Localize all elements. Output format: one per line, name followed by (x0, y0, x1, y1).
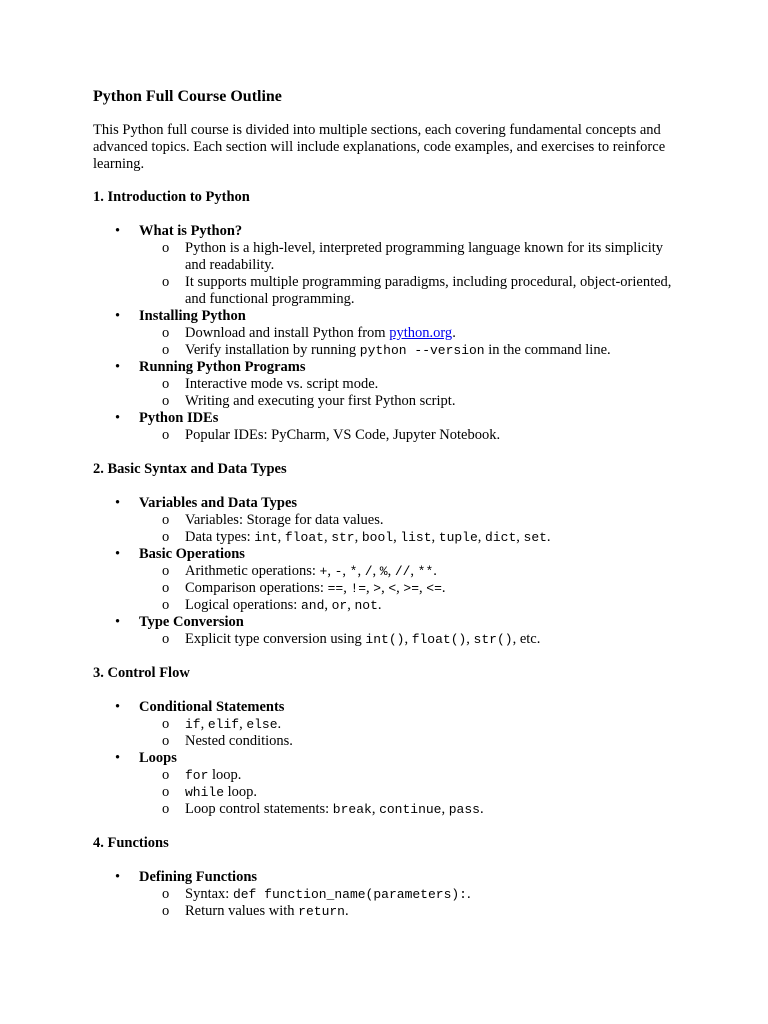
bullet-dot: • (115, 223, 121, 239)
bullet-circle: o (162, 342, 170, 358)
item-heading: Variables and Data Types (139, 495, 298, 511)
intro-paragraph: This Python full course is divided into multiple sections, each covering fundamental concepts and advanced topics. Each section will include explanations, code examples, and exercises to reinforce learning. (93, 122, 666, 172)
list-item (93, 614, 683, 648)
text-run: . (479, 801, 484, 817)
inline-code: or (331, 598, 348, 613)
bullet-circle: o (162, 903, 170, 919)
sub-item-text: Loop control statements: break, continue, pass. (185, 801, 484, 817)
document-title: Python Full Course Outline (93, 88, 282, 105)
python-org-link[interactable]: python.org (389, 325, 453, 341)
list-item (93, 495, 683, 546)
inline-code: == (327, 581, 344, 596)
bullet-circle: o (162, 784, 170, 800)
inline-code: def function_name(parameters): (232, 887, 467, 902)
inline-code: not (354, 598, 378, 613)
sub-item-text: if, elif, else. (185, 716, 282, 732)
bullet-circle: o (162, 631, 170, 647)
sub-item (139, 801, 683, 818)
item-heading: Basic Operations (139, 546, 245, 562)
text-run: Logical operations: (185, 597, 301, 613)
sub-item (139, 597, 683, 614)
sub-item (139, 631, 683, 648)
sub-item-text (185, 376, 378, 392)
section-list (93, 699, 683, 818)
list-item (93, 546, 683, 614)
sub-item-text (185, 886, 471, 902)
bullet-circle: o (162, 274, 170, 290)
list-item (93, 750, 683, 818)
list-item (93, 223, 683, 308)
text-run: Loop control statements: (185, 801, 333, 817)
sub-item (139, 342, 683, 359)
text-run: Explicit type conversion using (185, 631, 366, 647)
bullet-dot: • (115, 308, 121, 324)
bullet-circle: o (162, 529, 170, 545)
text-run: loop. (208, 767, 242, 783)
text-run: Popular IDEs: PyCharm, VS Code, Jupyter Notebook. (185, 427, 501, 443)
sub-item-text (185, 342, 611, 358)
bullet-dot: • (115, 410, 121, 426)
inline-code: return (298, 904, 345, 919)
text-run: Download and install Python from (185, 325, 390, 341)
list-item (93, 308, 683, 359)
sub-item-text (185, 274, 671, 307)
section-heading: 1. Introduction to Python (93, 189, 250, 205)
item-heading: Installing Python (139, 308, 246, 324)
sub-list (139, 563, 683, 614)
list-item (93, 359, 683, 410)
bullet-dot: • (115, 750, 121, 766)
sub-item-text (185, 240, 663, 273)
text-run: . (277, 716, 282, 732)
inline-code: int() (365, 632, 405, 647)
bullet-circle: o (162, 716, 170, 732)
inline-code: continue (379, 802, 442, 817)
bullet-dot: • (115, 546, 121, 562)
bullet-circle: o (162, 580, 170, 596)
sub-item (139, 886, 683, 903)
text-run: Python is a high-level, interpreted programming language known for its simplicity and readability. (185, 240, 664, 273)
text-run: . (433, 563, 437, 579)
inline-code: and (300, 598, 325, 613)
bullet-circle: o (162, 563, 170, 579)
sub-item (139, 767, 683, 784)
item-heading: What is Python? (139, 223, 243, 239)
sub-list (139, 716, 683, 750)
sub-item-text: Comparison operations: ==, !=, >, <, >=, <=. (185, 580, 446, 596)
sub-item-text: Explicit type conversion using int(), float(), str(), etc. (185, 631, 541, 647)
bullet-dot: • (115, 495, 121, 511)
section-list (93, 223, 683, 444)
sub-item-text (185, 903, 349, 919)
bullet-circle: o (162, 886, 170, 902)
sub-item (139, 512, 683, 529)
sub-item (139, 427, 683, 444)
inline-code: int (254, 530, 278, 545)
sub-item (139, 903, 683, 920)
text-run: Verify installation by running (185, 342, 360, 358)
text-run: Writing and executing your first Python script. (185, 393, 456, 409)
sub-item-text (185, 784, 257, 800)
text-run: . (546, 529, 551, 545)
text-run: . (441, 580, 446, 596)
sub-list (139, 767, 683, 818)
bullet-circle: o (162, 393, 170, 409)
text-run: Comparison operations: (185, 580, 328, 596)
sub-item (139, 240, 683, 274)
list-item (93, 410, 683, 444)
inline-code: break (332, 802, 372, 817)
inline-code: < (388, 581, 397, 596)
inline-code: if (185, 717, 201, 732)
section-heading: 4. Functions (93, 835, 169, 851)
bullet-circle: o (162, 801, 170, 817)
text-run: , etc. (512, 631, 541, 647)
bullet-circle: o (162, 512, 170, 528)
item-heading: Conditional Statements (139, 699, 285, 715)
sub-item-text: Logical operations: and, or, not. (185, 597, 382, 613)
text-run: . (452, 325, 456, 341)
inline-code: != (350, 581, 367, 596)
sub-item-text: Arithmetic operations: +, -, *, /, %, //, **. (185, 563, 437, 579)
sub-item-text (185, 733, 293, 749)
sub-item-text (185, 393, 455, 409)
bullet-circle: o (162, 240, 170, 256)
bullet-dot: • (115, 869, 121, 885)
sub-list (139, 886, 683, 920)
sub-list (139, 325, 683, 359)
sub-item (139, 529, 683, 546)
inline-code: str() (473, 632, 513, 647)
bullet-circle: o (162, 597, 170, 613)
inline-code: set (523, 530, 547, 545)
sub-item (139, 274, 683, 308)
item-heading: Running Python Programs (139, 359, 306, 375)
bullet-dot: • (115, 359, 121, 375)
inline-code: + (319, 564, 328, 579)
text-run: Nested conditions. (185, 733, 293, 749)
inline-code: <= (426, 581, 442, 596)
section-heading: 2. Basic Syntax and Data Types (93, 461, 287, 477)
inline-code: list (400, 530, 432, 545)
inline-code: float() (411, 632, 467, 647)
item-heading: Type Conversion (139, 614, 244, 630)
inline-code: / (364, 564, 373, 579)
sub-list (139, 376, 683, 410)
inline-code: python --version (359, 343, 485, 358)
inline-code: dict (485, 530, 517, 545)
sub-item (139, 580, 683, 597)
bullet-circle: o (162, 427, 170, 443)
inline-code: // (394, 564, 411, 579)
text-run: loop. (224, 784, 258, 800)
inline-code: - (334, 564, 343, 579)
inline-code: while (185, 785, 225, 800)
bullet-circle: o (162, 733, 170, 749)
text-run: Return values with (185, 903, 299, 919)
inline-code: for (185, 768, 209, 783)
text-run: Data types: (185, 529, 255, 545)
sub-item-text (185, 325, 456, 341)
bullet-dot: • (115, 699, 121, 715)
inline-code: >= (403, 581, 420, 596)
text-run: Interactive mode vs. script mode. (185, 376, 379, 392)
sub-item-text: Data types: int, float, str, bool, list, tuple, dict, set. (185, 529, 551, 545)
item-heading: Loops (139, 750, 177, 766)
section-list (93, 495, 683, 648)
sub-list (139, 512, 683, 546)
sections-container (93, 189, 683, 920)
item-heading: Python IDEs (139, 410, 219, 426)
inline-code: bool (361, 530, 394, 545)
bullet-dot: • (115, 614, 121, 630)
text-run: . (466, 886, 471, 902)
bullet-circle: o (162, 767, 170, 783)
sub-list (139, 427, 683, 444)
sub-item-text (185, 427, 500, 443)
text-run: . (377, 597, 382, 613)
sub-item (139, 733, 683, 750)
text-run: in the command line. (484, 342, 611, 358)
inline-code: pass (448, 802, 480, 817)
inline-code: float (284, 530, 324, 545)
section-heading: 3. Control Flow (93, 665, 190, 681)
inline-code: elif (207, 717, 240, 732)
sub-item (139, 784, 683, 801)
section-list (93, 869, 683, 920)
text-run: It supports multiple programming paradigms, including procedural, object-oriented, and functional programming. (185, 274, 672, 307)
text-run: Arithmetic operations: (185, 563, 320, 579)
text-run: . (344, 903, 349, 919)
sub-item (139, 376, 683, 393)
bullet-circle: o (162, 325, 170, 341)
inline-code: tuple (438, 530, 478, 545)
sub-item (139, 393, 683, 410)
inline-code: % (379, 564, 388, 579)
inline-code: * (349, 564, 358, 579)
sub-list (139, 631, 683, 648)
bullet-circle: o (162, 376, 170, 392)
document-page (93, 87, 683, 937)
inline-code: > (373, 581, 382, 596)
sub-item-text (185, 512, 384, 528)
sub-item (139, 563, 683, 580)
item-heading: Defining Functions (139, 869, 258, 885)
sub-item (139, 325, 683, 342)
inline-code: ** (417, 564, 434, 579)
text-run: Variables: Storage for data values. (185, 512, 384, 528)
inline-code: else (246, 717, 278, 732)
sub-list (139, 240, 683, 308)
sub-item (139, 716, 683, 733)
list-item (93, 869, 683, 920)
list-item (93, 699, 683, 750)
text-run: Syntax: (185, 886, 233, 902)
sub-item-text (185, 767, 241, 783)
inline-code: str (331, 530, 355, 545)
